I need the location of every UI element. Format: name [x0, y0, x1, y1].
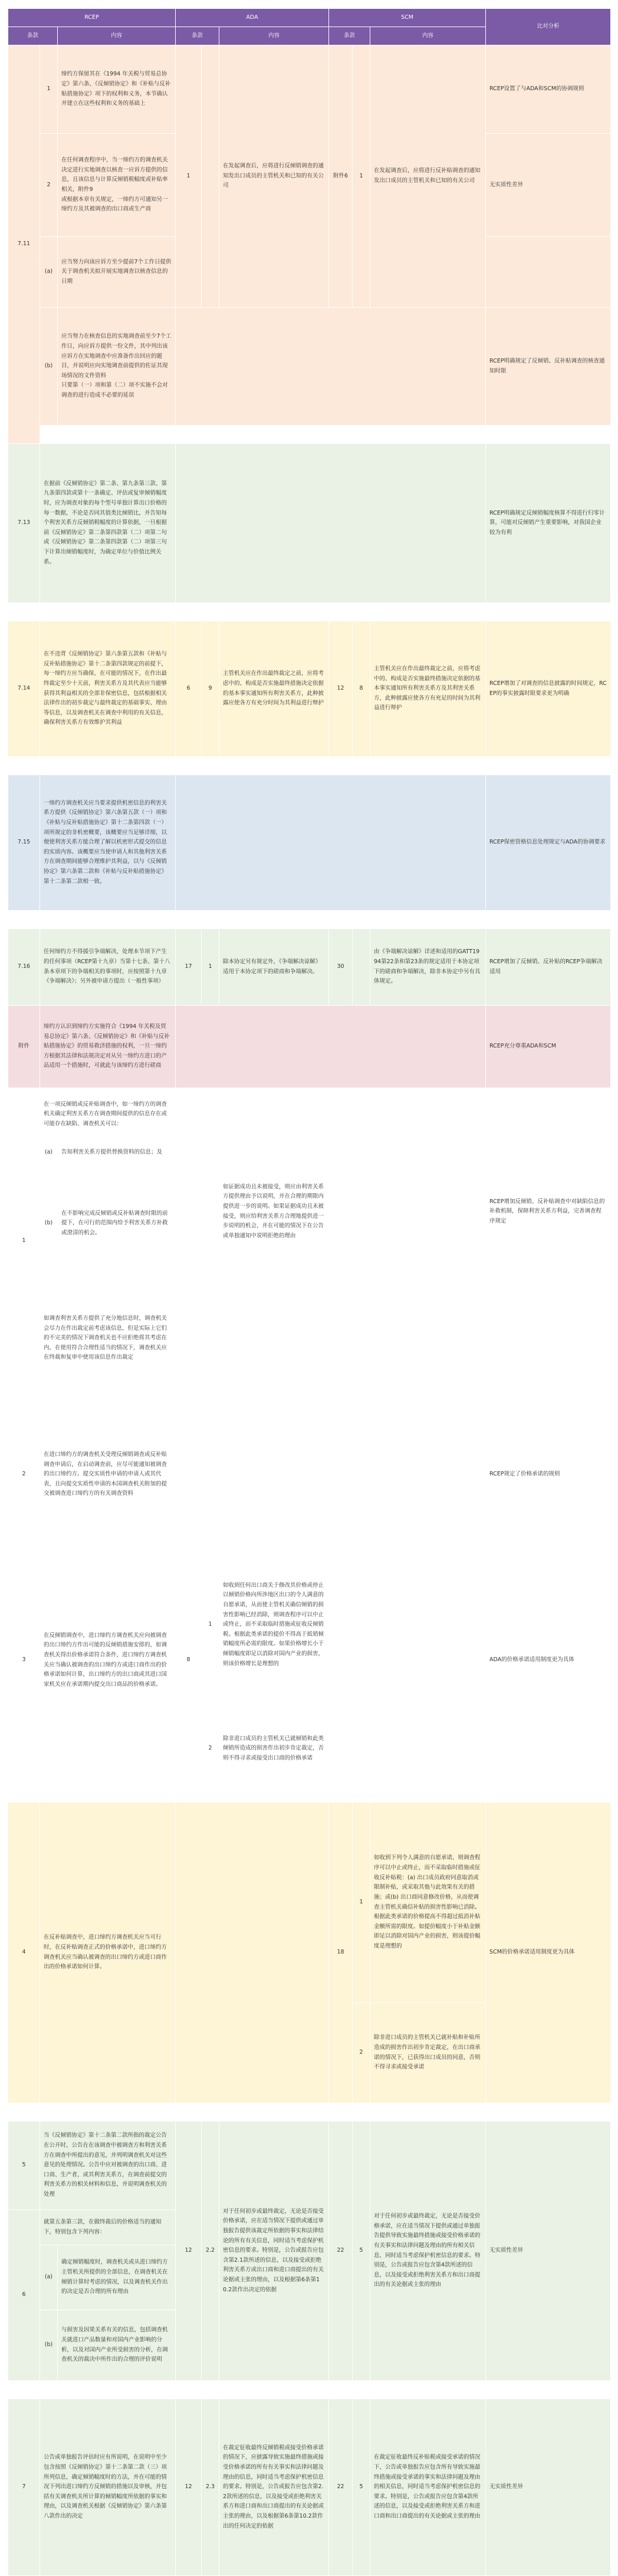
- rcep-text: 在不违背《反倾销协定》第六条第五款和《补贴与反补贴措施协定》第十二条第四款规定的前提下，每一缔约方应当确保，在可能的情况下，在作出最终裁定至少十天前，利害关系方及其代表应当能够获得其利益相关的全部非保密信息，包括根据相关法律作出的初步裁定与最终裁定的基础事实、理由等信息，以及调查机关在调查中利用的有关信息，确保利害关系方有效维护其利益: [40, 621, 176, 757]
- rcep-text: 在反补贴调查中，进口缔约方调查机关应当可行时，在反补贴调查正式的价格承诺中，进口缔约方调查机关应当确认被调查的出口缔约方或进口商作出的价格承诺如何计算。: [40, 1803, 176, 2103]
- ada-sub: 2: [202, 1714, 219, 1784]
- scm-text: 主管机关应在作出最终裁定之前，应将考虑中的、构成是否实施最终措施决定依据的基本事实通知所有利害关系方及其利害关系方，此种披露应使各方有充足的时间为其利益进行辩护: [370, 621, 486, 757]
- ada-clause: 6: [176, 621, 202, 757]
- rcep-ada-scm-comparison-table: [8, 8, 611, 2576]
- ada-clause: 12: [176, 2399, 202, 2576]
- ada-sub: 1: [202, 929, 219, 1006]
- analysis-text: RCEP增加反倾销、反补贴调查中对缺陷信息的补救机制，保障利害关系方利益，完善调查程序规定: [486, 1141, 611, 1283]
- scm-clause: 12: [329, 621, 353, 757]
- ada-clause: 1: [176, 45, 202, 308]
- annex-label: 附件: [8, 1006, 40, 1088]
- sub-number: 2: [40, 134, 58, 237]
- sub-number: 7: [8, 2399, 40, 2576]
- scm-text: 如收到下列令人满意的自愿承诺，则调查程序可以中止或终止，而不采取临时措施或征收反补贴税：(a) 出口成员政府同意取消或限制补贴，或采取其他与此效果有关的措施；或(b) 出口商同意修改价格，从而使调查主管机关确信补贴的损害性影响已消除。根据此类承诺的价格提高不得超过抵消补贴金额所需的限度。如提价幅度小于补贴金额即足以消除对国内产业的损害，则该提价幅度是理想的: [370, 1803, 486, 2003]
- rcep-text: 缔约方保留其在《1994 年关税与贸易总协定》第六条、《反倾销协定》和《补贴与反补贴措施协定》项下的权利和义务，本节确认并建立在这些权利和义务的基础上: [58, 45, 176, 134]
- ada-sub: 2.3: [202, 2399, 219, 2576]
- sub-number: (b): [40, 1165, 58, 1283]
- sub-number: 3: [8, 1537, 40, 1784]
- rcep-text: 如调查利害关系方提供了充分地信息时，调查机关会尽力在作出裁定前考虑该信息，但是实际上它们的不完美的情况下调查机关也不应拒绝将其考虑在内，在使用符合合理性适当的情况下，调查机关应在终裁和复审中使用该信息作出裁定: [40, 1283, 176, 1395]
- sub-number: 4: [8, 1803, 40, 2103]
- analysis-text: ADA的价格承诺适用制度更为具体: [486, 1537, 611, 1784]
- sub-number: (b): [40, 308, 58, 426]
- sub-number: (a): [40, 2245, 58, 2310]
- sub-number: 1: [40, 45, 58, 134]
- analysis-text: RCEP明确规定了反倾销、反补贴调查的核查通知时限: [486, 308, 611, 426]
- article-number: 7.16: [8, 929, 40, 1006]
- ada-sub: 2.2: [202, 2122, 219, 2381]
- analysis-text: RCEP设置了与ADA和SCM的协调规则: [486, 45, 611, 134]
- header-rcep-clause: 条款: [8, 27, 58, 45]
- sub-number: 6: [8, 2210, 40, 2381]
- scm-sub: 5: [353, 2122, 370, 2381]
- ada-text: 除本协定另有规定外，《争端解决谅解》适用于本协定项下的磋商和争端解决。: [219, 929, 329, 1006]
- analysis-text: RCEP明确规定反倾销幅度核算不得进行归零计算，可能对反倾销产生重要影响，对我国企业较为有利: [486, 444, 611, 603]
- rcep-text: 当《反倾销协定》第十二条第二款所指的裁定公告在公开时，公告在在该调查中被调查方和利害关系方在调查中所提出的意见，并列明调查机关对这些意见的处理情况。公告中应对被调查的出口商、进口商、生产者，或其利害关系方，在调查前提交的利害关系方的相关材料和信息，并说明调查机关的处理: [40, 2122, 176, 2210]
- rcep-text: 就第五条第三款，在做终裁后的价格适当的通知下，特别包含下列内容：: [40, 2210, 176, 2245]
- scm-text: 在发起调查后，应将进行反补贴调查的通知发出口成员的主管机关和已知的有关公司: [370, 45, 486, 308]
- rcep-text: 在进口缔约方的调查机关受理反倾销调查或反补贴调查申请后，在启动调查前，应尽可能通知被调查的出口缔约方。提交实质性申请的申请人或其代表，且向提交实质性申请的本国调查机关附加的提交被调查进口缔约方的有关调查资料: [40, 1413, 176, 1537]
- scm-clause: 18: [329, 1803, 353, 2103]
- scm-clause: 30: [329, 929, 353, 1006]
- header-scm-clause: 条款: [329, 27, 370, 45]
- rcep-text: 在一项反倾销或反补贴调查中，如一缔约方的调查机关确定利害关系方在调查期间提供的信息存在或可能存在缺陷、调查机关可以：: [40, 1088, 176, 1141]
- scm-sub: 2: [353, 2003, 370, 2103]
- article-number: 7.14: [8, 621, 40, 757]
- article-number: 7.11: [8, 45, 40, 444]
- rcep-text: 一缔约方调查机关应当要求提供机密信息的利害关系方提供《反倾销协定》第六条第五款（一）项和《补贴与反补贴措施协定》第十二条第四款（一）项所规定的非机密概要，该概要应当足够详细，以便使利害关系方能合理了解以机密形式提交的信息的实质内容。该概要应当使申请人和其他利害关系方在调查期间能够合理维护其利益，以与《反倾销协定》第六条第二款和《补贴与反补贴措施协定》第十二条第二款相一致。: [40, 775, 176, 911]
- header-analysis: 比对分析: [486, 9, 611, 45]
- sub-number: (a): [40, 1141, 58, 1165]
- rcep-text: 公告或单独报告评估时应有所说明，在说明中至少包含按照《反倾销协定》第十二条第二款（三）项所列信息，确定倾销幅度时的方法，并在可能的情况下列出进口缔约方反倾销的措施以及审核，并包括有关调查机关所计算的倾销幅度所依据的事实和理由，以及调查机关根据《反倾销协定》第六条第八款作出的决定: [40, 2399, 176, 2576]
- analysis-text: RCEP充分尊重ADA和SCM: [486, 1006, 611, 1088]
- rcep-text: 与损害及因果关系有关的信息，包括调查机关就进口产品数量和对国内产业影响的分析，以及对国内产业所受损害的分析，在调查机关的裁决中所作出的合理的评价说明: [58, 2310, 176, 2381]
- scm-text: 对于任何初步或最终裁定，无论是否接受价格承诺，应在适当情况下提供或通过单独报告提供导致实施最终措施或接受价格承诺的有关事实和法律问题及理由的所有相关信息，同时适当考虑保护机密信息的要求。特别是，公告或报告应包含第4款所述的信息，以及接受或拒绝利害关系方和出口商提出的有关论据或主张的理由: [370, 2122, 486, 2381]
- header-ada-clause: 条款: [176, 27, 219, 45]
- article-number: 7.13: [8, 444, 40, 603]
- sub-number: (a): [40, 237, 58, 308]
- ada-clause: 8: [176, 1537, 202, 1784]
- ada-text: 除非进口成员的主管机关已就倾销和此类倾销所造成的损害作出初步肯定裁定，否则不得寻求或接受出口商的价格承诺: [219, 1714, 329, 1784]
- rcep-text: 在不影响完成反倾销或反补贴调查时限的前提下，在可行的范围内给予利害关系方补救或澄清的机会。: [58, 1165, 176, 1283]
- scm-clause: 22: [329, 2399, 353, 2576]
- scm-clause: 附件6: [329, 45, 353, 308]
- header-ada: ADA: [176, 9, 329, 27]
- header-scm: SCM: [329, 9, 486, 27]
- rcep-text: 确定倾销幅度时，调查机关或从进口缔约方主管机关所提供的全部信息，在调查机关在倾销计算时考虑的情况，以及调查机关作出的决定是否合理的所有理由: [58, 2245, 176, 2310]
- ada-text: 如收到任何出口商关于修改其价格或停止以倾销价格向所涉地区出口的令人满意的自愿承诺，从而使主管机关确信倾销的损害性影响已经消除，则调查程序可以中止或终止，而不采取临时措施或征收反倾销税。根据此类承诺的提价不得高于抵销倾销幅度所必需的限度。如果价格增长小于倾销幅度即足以消除对国内产业的损害，则该价格增长是理想的: [219, 1537, 329, 1714]
- rcep-text: 在任何调查程序中，当一缔约方的调查机关决定进行实地调查以核查一应诉方提供的信息，且该信息与计算反倾销税幅度或补贴率相关，附件9 或根据本章有关规定，一缔约方可通知另一缔约方及其被调查的出口商或生产商: [58, 134, 176, 237]
- header-ada-content: 内容: [219, 27, 329, 45]
- header-scm-content: 内容: [370, 27, 486, 45]
- scm-sub: 5: [353, 2399, 370, 2576]
- rcep-text: 在据前《反倾销协定》第二条、第九条第三款、第九条第四款或第十一条确定、评估或复审倾销幅度时，应为调查对象的每个型号单独计算出口价格的每一数据，不论是否同其值类比倾销比，并告知每个利害关系方反倾销税幅度的计算依据，一旦根据前《反倾销协定》第二条第四款第（二）项第二句或《反倾销协定》第二条第四款第（二）项第三句下计算出倾销幅度时，为确定单位与价值比例关系。: [40, 444, 176, 603]
- analysis-text: RCEP增加了反倾销、反补贴的RCEP争端解决适用: [486, 929, 611, 1006]
- ada-clause: 12: [176, 2122, 202, 2381]
- article-number: 7.15: [8, 775, 40, 911]
- analysis-text: 无实质性差异: [486, 2122, 611, 2381]
- sub-number: (b): [40, 2310, 58, 2381]
- analysis-text: RCEP规定了价格承诺的规则: [486, 1413, 611, 1537]
- ada-text: 对于任何初步或最终裁定，无论是否接受价格承诺，应在适当情况下提供或通过单独报告提供该裁定所依据的事实和法律结论的所有有关信息，同时适当考虑保护机密信息的要求。特别是，公告或报告应包含第2.1款所述的信息，以及接受或拒绝利害关系方或出口商和进口商提出的有关论据或主张的理由，以及根据第6条第10.2款作出决定的依据: [219, 2122, 329, 2381]
- rcep-text: 缔约方认识到缔约方实施符合《1994 年关税及贸易总协定》第六条、《反倾销协定》和《补贴与反补贴措施协定》的贸易救济措施的权利，一旦一缔约方根据其法律和法规决定对从另一缔约方进口的产品适用一个措施时，可就此与该缔约方进行磋商: [40, 1006, 176, 1088]
- ada-text: 在发起调查后，应将进行反倾销调查的通知发出口成员的主管机关和已知的有关公司: [219, 45, 329, 308]
- scm-sub: 8: [353, 621, 370, 757]
- rcep-text: 任何缔约方不得援引争端解决，处理本节项下产生的任何事项（RCEP第十九章）当第十七条、第十八条本章项下的争端相关的事项时，应按照第十九章《争端解决》；另外被申请方提出（一般性事项）: [40, 929, 176, 1006]
- sub-number: 1: [8, 1088, 40, 1395]
- ada-sub: 9: [202, 621, 219, 757]
- ada-sub: 1: [202, 1537, 219, 1714]
- ada-text: 主管机关应在作出最终裁定之前，应将考虑中的、构成是否实施最终措施决定依据的基本事实通知所有利害关系方，此种披露应使各方有充分时间为其利益进行辩护: [219, 621, 329, 757]
- analysis-text: SCM的价格承诺适用制度更为具体: [486, 1803, 611, 2103]
- rcep-text: 告知利害关系方提供替换资料的信息；及: [58, 1141, 176, 1165]
- sub-number: 5: [8, 2122, 40, 2210]
- rcep-text: 应当努力向该应诉方至少提前7个工作日提供关于调查机关拟开展实地调查以核查信息的日期: [58, 237, 176, 308]
- ada-clause: 17: [176, 929, 202, 1006]
- rcep-text: 在反倾销调查中，进口缔约方调查机关应向被调查的出口缔约方作出可能的反倾销措施安排的，如调查机关得出价格承诺符合条件，进口缔约方调查机关应当确认被调查的出口缔约方或进口商作出的价格承诺如何计算，出口缔约方的出口商或其进口国家机关应在承诺期内提交出口商品的价格承诺。: [40, 1537, 176, 1784]
- scm-clause: 22: [329, 2122, 353, 2381]
- analysis-text: RCEP保密资格信息处理规定与ADA的协调要求: [486, 775, 611, 911]
- sub-number: 2: [8, 1413, 40, 1537]
- ada-text: 在裁定征收最终反倾销税或接受价格承诺的情况下，应披露导致实施最终措施或接受价格承诺的所有有关事实和法律问题及理由的信息，同时适当考虑保护机密信息的要求。特别是，公告或报告应包含第2.2款所述的信息，以及接受或拒绝利害关系方和进口商和出口商提出的有关论据或主张的理由，以及根据第6条第10.2款作出的任何决定的依据: [219, 2399, 329, 2576]
- analysis-text: 无实质性差异: [486, 134, 611, 237]
- scm-sub: 1: [353, 1803, 370, 2003]
- header-rcep-content: 内容: [58, 27, 176, 45]
- analysis-text: RCEP增加了对调查的信息披露的时间规定，RCEP的事实披露时限要求更为明确: [486, 621, 611, 757]
- rcep-text: 应当努力在核查信息的实地调查前至少7个工作日，向应诉方提供一份文件，其中列出该应诉方在实地调查中应准备作出回应的题目，并说明应向实地调查前提供的佐证其现场情况的文件资料 只要第（一）项和第（二）项不实施不会对调查的进行造成不必要的延误: [58, 308, 176, 426]
- ada-text: 如证据成功且未被接受，则应由利害关系方提供理由予以说明，并在合理的期限内提供进一步的说明。如果证据成功且未被接受，则应给利害关系方合理地提供进一步说明的机会，并在可能的情况下在公告或单独通知中说明拒绝的理由: [219, 1141, 329, 1283]
- header-rcep: RCEP: [8, 9, 176, 27]
- scm-sub: 1: [353, 45, 370, 308]
- scm-text: 由《争端解决谅解》详述和适用的GATT1994第22条和第23条的规定适用于本协定项下的磋商和争端解决，除非本协定中另有具体规定。: [370, 929, 486, 1006]
- scm-text: 除非进口成员的主管机关已就补贴和补贴所造成的损害作出初步肯定裁定，在出口商承诺的情况下，已获得出口成员的同意，否则不得寻求或接受承诺: [370, 2003, 486, 2103]
- scm-text: 在裁定征收最终反补贴税或接受承诺的情况下，公告或单独报告应包含所有导致实施最终措施或接受承诺的事实和法律问题及理由的相关信息，同时适当考虑保护机密信息的要求。特别是，公告或报告应包含第4款所述的信息，以及接受或拒绝利害关系方和进口商和出口商提出的有关论据或主张的理由: [370, 2399, 486, 2576]
- analysis-text: 无实质性差异: [486, 2399, 611, 2576]
